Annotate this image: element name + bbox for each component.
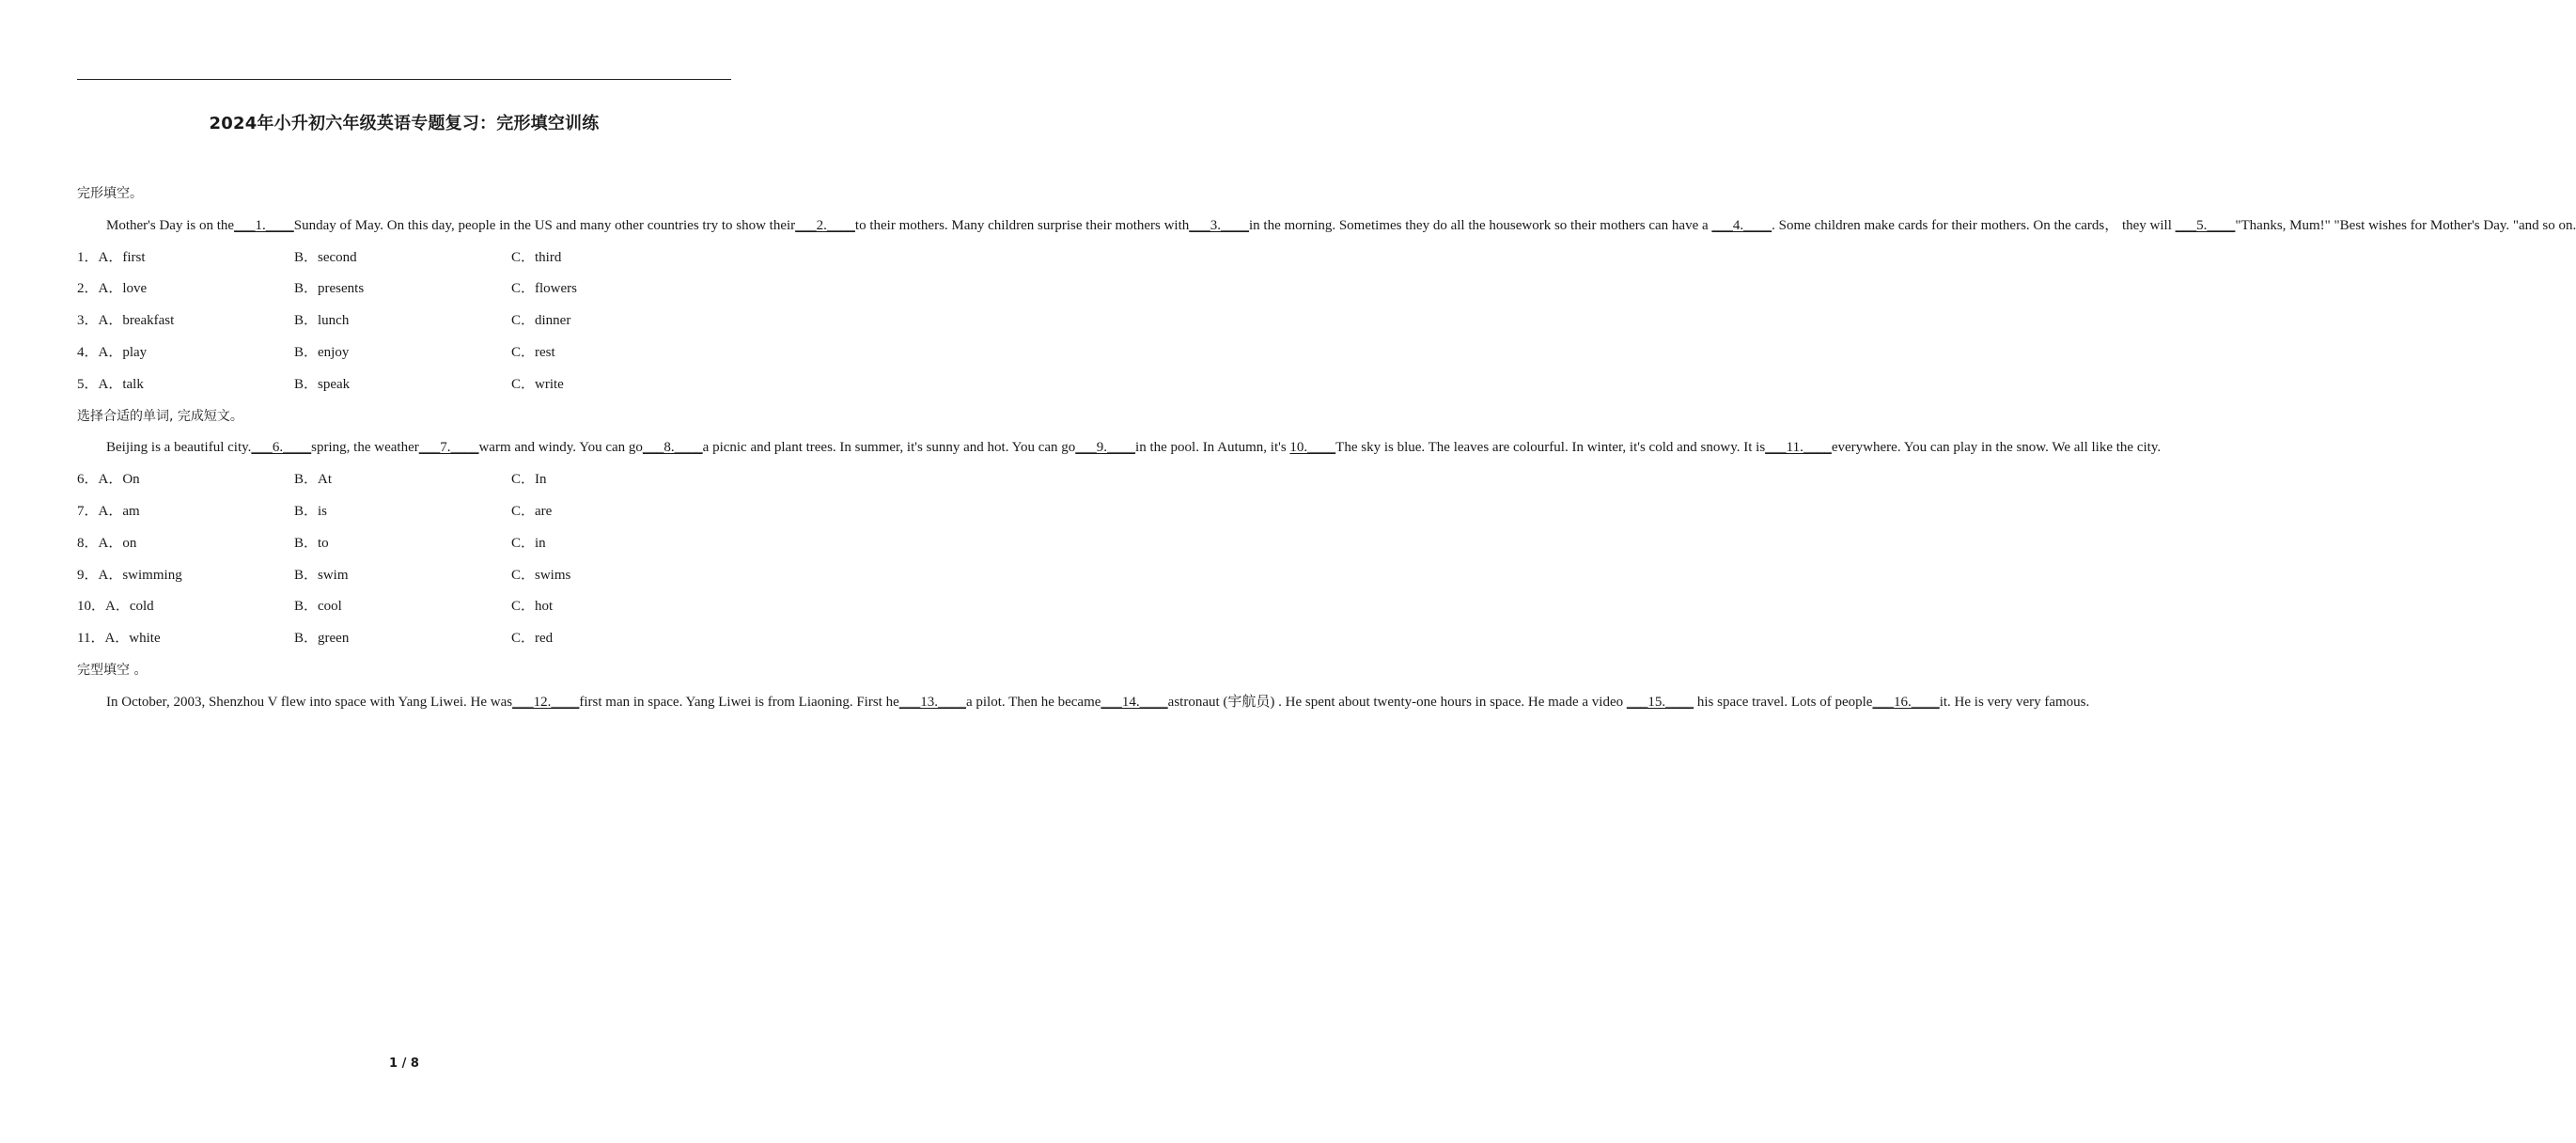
option-a: A．first (98, 249, 146, 265)
question-row (77, 560, 731, 592)
answer-blank: ___13.____ (898, 694, 966, 710)
question-number: 5． (77, 376, 99, 392)
question-row (77, 305, 731, 337)
option-a: A．breakfast (98, 313, 175, 329)
document-body (77, 179, 2576, 719)
option-c: C．third (511, 249, 562, 265)
passage-text: a pilot. Then he became (965, 694, 1101, 710)
option-a: A．play (98, 344, 148, 360)
question-number: 4． (77, 344, 99, 360)
option-a: A．cold (105, 599, 154, 615)
option-c: C．rest (511, 344, 555, 360)
section-heading: 完形填空。 (77, 186, 143, 201)
answer-blank: ___1.____ (234, 217, 294, 233)
answer-blank: ___16.____ (1872, 694, 1940, 710)
option-c: C．swims (511, 567, 571, 583)
question-row (77, 369, 731, 401)
option-c: C．are (511, 503, 553, 519)
option-c: C．red (511, 631, 554, 647)
answer-blank: ___6.____ (251, 440, 312, 456)
answer-blank: ___3.____ (1189, 217, 1250, 233)
option-b: B．swim (294, 567, 349, 583)
passage-text: first man in space. Yang Liwei is from Liaoning. First he (579, 694, 899, 710)
option-a: A．love (98, 281, 148, 297)
option-b: B．to (294, 535, 329, 551)
answer-blank: 10.____ (1289, 440, 1336, 456)
passage-text: "Thanks, Mum!" "Best wishes for Mother's Day. "and so on. (2235, 217, 2576, 233)
option-a: A．On (98, 472, 140, 488)
question-row (77, 337, 731, 369)
question-row (77, 274, 731, 305)
passage-text: The sky is blue. The leaves are colourful. In winter, it's cold and snowy. It is (1335, 440, 1766, 456)
header-rule (77, 79, 731, 80)
question-number: 1． (77, 249, 99, 265)
passage-paragraph (77, 432, 2162, 464)
question-row (77, 243, 731, 274)
question-number: 7． (77, 503, 99, 519)
option-b: B．second (294, 249, 357, 265)
answer-blank: ___5.____ (2175, 217, 2236, 233)
answer-blank: ___4.____ (1711, 217, 1772, 233)
option-a: A．talk (98, 376, 144, 392)
option-a: A．am (98, 503, 140, 519)
option-c: C．write (511, 376, 564, 392)
option-b: B．lunch (294, 313, 350, 329)
question-number: 8． (77, 535, 99, 551)
answer-blank: ___8.____ (642, 440, 703, 456)
option-a: A．on (98, 535, 137, 551)
passage-text: a picnic and plant trees. In summer, it's sunny and hot. You can go (702, 440, 1076, 456)
page-title: 2024年小升初六年级英语专题复习：完形填空训练 (209, 114, 600, 133)
passage-text: in the pool. In Autumn, it's (1135, 440, 1290, 456)
answer-blank: ___2.____ (795, 217, 855, 233)
option-c: C．in (511, 535, 546, 551)
passage-text: it. He is very very famous. (1939, 694, 2090, 710)
passage-text: his space travel. Lots of people (1694, 694, 1873, 710)
option-b: B．speak (294, 376, 351, 392)
option-c: C．hot (511, 599, 554, 615)
question-row (77, 591, 731, 623)
section-heading: 选择合适的单词, 完成短文。 (77, 408, 243, 424)
page-number: 1 / 8 (389, 1057, 419, 1071)
option-b: B．cool (294, 599, 342, 615)
answer-blank: ___14.____ (1101, 694, 1168, 710)
passage-paragraph (77, 211, 2576, 243)
answer-blank: ___9.____ (1075, 440, 1136, 456)
passage-text: . Some children make cards for their mothers. On the cards， they will (1772, 217, 2176, 233)
question-number: 9． (77, 567, 99, 583)
answer-blank: ___11.____ (1765, 440, 1832, 456)
passage-text: astronaut (宇航员) . He spent about twenty-one hours in space. He made a video (1167, 694, 1627, 710)
passage-text: everywhere. You can play in the snow. We all like the city. (1831, 440, 2162, 456)
answer-blank: ___7.____ (418, 440, 479, 456)
passage-text: Sunday of May. On this day, people in the US and many other countries try to show their (293, 217, 796, 233)
question-row (77, 623, 731, 655)
passage-text: warm and windy. You can go (478, 440, 643, 456)
question-number: 3． (77, 313, 99, 329)
question-number: 2． (77, 281, 99, 297)
question-number: 11． (77, 631, 105, 647)
question-number: 6． (77, 472, 99, 488)
answer-blank: ___12.____ (512, 694, 580, 710)
passage-text: to their mothers. Many children surprise their mothers with (854, 217, 1190, 233)
option-b: B．At (294, 472, 333, 488)
passage-text: in the morning. Sometimes they do all the housework so their mothers can have a (1249, 217, 1712, 233)
option-c: C．In (511, 472, 547, 488)
passage-text: spring, the weather (311, 440, 419, 456)
question-number: 10． (77, 599, 106, 615)
option-b: B．is (294, 503, 328, 519)
passage-paragraph (77, 687, 2090, 719)
section-heading: 完型填空 。 (77, 662, 148, 678)
question-row (77, 496, 731, 528)
option-c: C．dinner (511, 313, 571, 329)
option-a: A．white (104, 631, 161, 647)
option-b: B．enjoy (294, 344, 350, 360)
option-c: C．flowers (511, 281, 577, 297)
passage-text: Beijing is a beautiful city. (106, 440, 252, 456)
passage-text: Mother's Day is on the (106, 217, 235, 233)
question-row (77, 464, 731, 496)
question-row (77, 528, 731, 560)
option-a: A．swimming (98, 567, 182, 583)
option-b: B．green (294, 631, 350, 647)
passage-text: In October, 2003, Shenzhou V flew into space with Yang Liwei. He was (106, 694, 513, 710)
answer-blank: ___15.____ (1626, 694, 1694, 710)
option-b: B．presents (294, 281, 365, 297)
